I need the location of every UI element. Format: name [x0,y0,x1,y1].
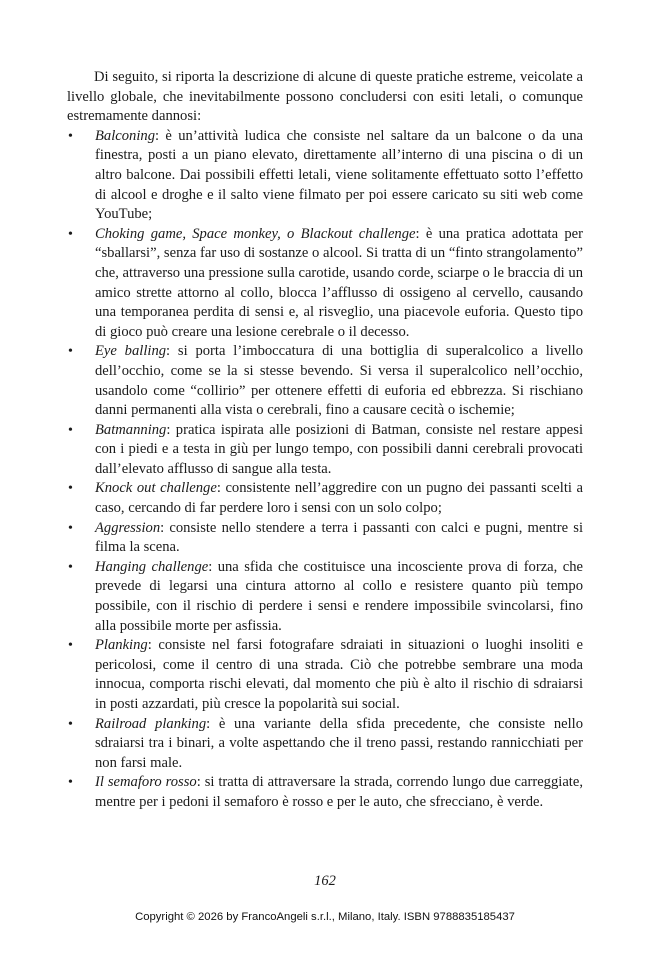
list-item [67,421,583,480]
list-item [67,225,583,343]
bullet-icon: • [68,422,73,438]
bullet-icon: • [68,716,73,732]
bullet-icon: • [68,520,73,536]
practice-description: : consiste nel farsi fotografare sdraiati in situazioni o luoghi insoliti e pericolosi, come il centro di una strada. Ciò che potrebbe sembrare una moda innocua, comporta rischi elevati, dal momento che più è alto il rischio di sdraiarsi in posti azzardati, più cresce la popolarità sui social. [95,637,583,712]
intro-paragraph: Di seguito, si riporta la descrizione di alcune di queste pratiche estreme, veicolate a livello globale, che inevitabilmente possono concludersi con esiti letali, o comunque estremamente dannosi: [67,69,583,125]
practice-term: Aggression [95,519,161,536]
bullet-icon: • [68,344,73,360]
bullet-icon: • [68,559,73,575]
practice-description: : si tratta di attraversare la strada, correndo lungo due carreggiate, mentre per i pedoni il semaforo è rosso e per le auto, che sfrecciano, è verde. [95,774,583,810]
list-item [67,715,583,774]
list-item [67,479,583,518]
practice-term: Batmanning [95,421,167,438]
bullet-icon: • [68,128,73,144]
practice-description: : è una variante della sfida precedente, che consiste nello sdraiarsi tra i binari, a volte aspettando che il treno passi, restando rannicchiati per non farsi male. [95,715,583,771]
practice-term: Railroad planking [95,715,207,732]
bullet-icon: • [68,638,73,654]
bullet-icon: • [68,481,73,497]
practice-description: : pratica ispirata alle posizioni di Batman, consiste nel restare appesi con i piedi e a testa in giù per lungo tempo, con possibili danni cerebrali provocati dall’elevato afflusso di sangue alla testa. [95,421,583,477]
bullet-icon: • [68,775,73,791]
practice-description: : è una pratica adottata per “sballarsi”, senza far uso di sostanze o alcool. Si tratta di un “finto strangolamento” che, attraverso una pressione sulla carotide, usando corde, sciarpe o le braccia di un amico strette attorno al collo, blocca l’afflusso di ossigeno al cervello, causando una temporanea perdita di sensi e, al risveglio, una piacevole euforia. Questo tipo di gioco può creare una lesione cerebrale o il decesso. [95,225,583,340]
practice-term: Choking game, Space monkey, o Blackout challenge [95,225,416,242]
list-item [67,558,583,636]
practice-description: : una sfida che costituisce una incosciente prova di forza, che prevede di legarsi una cintura attorno al collo e resistere quanto più tempo possibile, con il rischio di perdere i sensi e rendere impossibile svincolarsi, fino alla possibile morte per asfissia. [95,558,583,634]
body-text [67,68,583,813]
list-item [67,636,583,714]
practices-list [67,127,583,813]
practice-term: Eye balling [95,343,167,360]
practice-description: : consistente nell’aggredire con un pugno dei passanti scelti a caso, cercando di far perdere loro i sensi con un solo colpo; [95,480,583,517]
copyright-notice: Copyright © 2026 by FrancoAngeli s.r.l., Milano, Italy. ISBN 9788835185437 [135,911,515,923]
practice-description: : si porta l’imboccatura di una bottiglia di superalcolico a livello dell’occhio, come se la si stesse bevendo. Si versa il superalcolico nell’occhio, usandolo come “collirio” per ottenere effetti di euforia ed ebbrezza. Si rischiano danni permanenti alla vista o cerebrali, fino a causare cecità o ischemie; [95,343,583,419]
list-item [67,773,583,812]
list-item [67,519,583,558]
practice-term: Balconing [95,127,155,144]
list-item [67,127,583,225]
list-item [67,342,583,420]
practice-term: Knock out challenge [95,480,217,497]
practice-description: : consiste nello stendere a terra i passanti con calci e pugni, mentre si filma la scena. [95,519,583,556]
practice-term: Hanging challenge [95,558,209,575]
practice-description: : è un’attività ludica che consiste nel saltare da un balcone o da una finestra, posti a un piano elevato, direttamente all’interno di una piscina o di un altro balcone. Dai possibili effetti letali, viene solitamente effettuato sotto l’effetto di alcool e droghe e il salto viene filmato per poi essere caricato su siti web come YouTube; [95,127,583,223]
bullet-icon: • [68,226,73,242]
practice-term: Planking [95,637,148,654]
practice-term: Il semaforo rosso [95,774,197,791]
page-number: 162 [314,873,336,889]
